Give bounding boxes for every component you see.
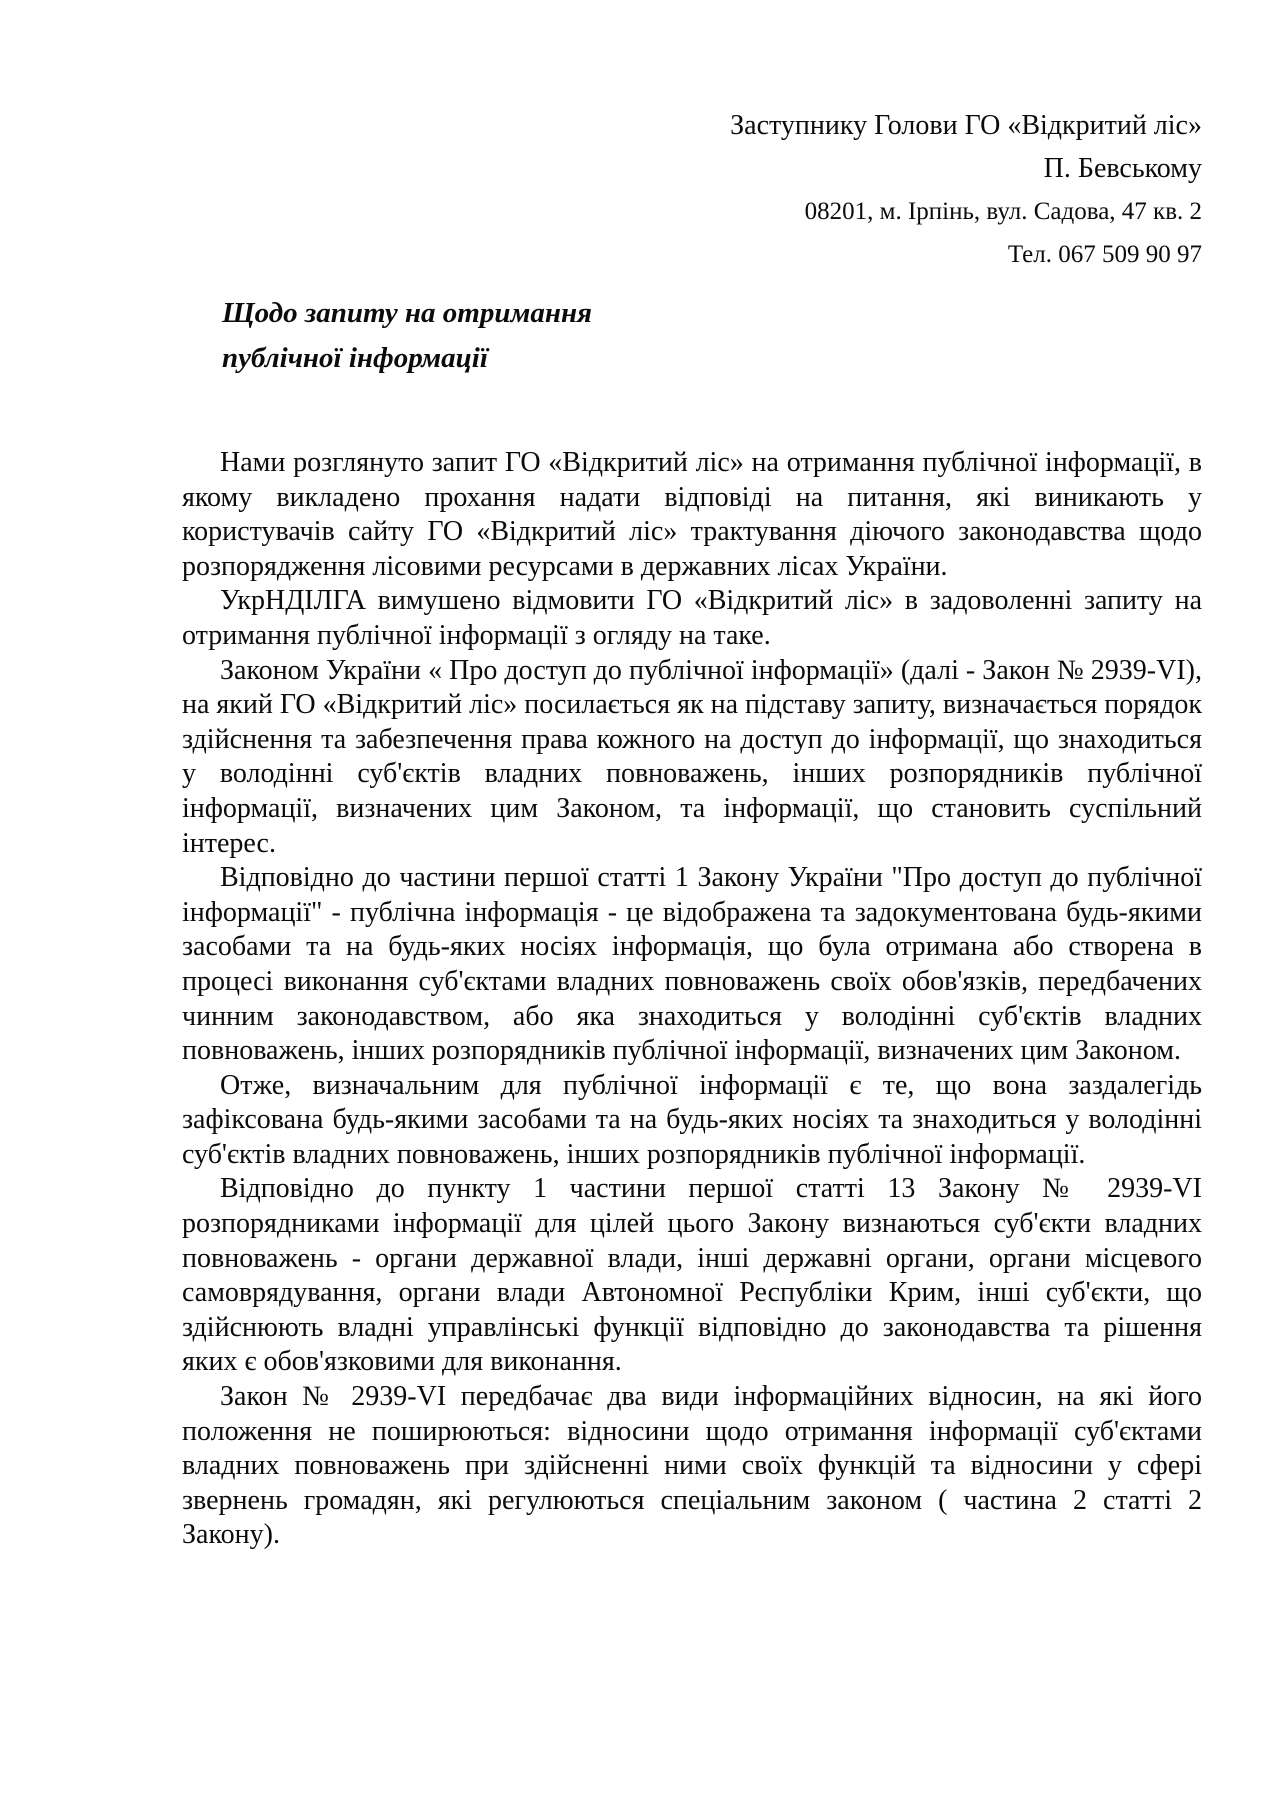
paragraph-5: Отже, визначальним для публічної інформації є те, що вона заздалегідь зафіксована будь-якими засобами та на будь-яких носіях та знаходиться у володінні суб'єктів владних повноважень, інших розпорядників публічної інформації. (182, 1069, 1202, 1170)
recipient-line-address: 08201, м. Ірпінь, вул. Садова, 47 кв. 2 (804, 198, 1202, 225)
letter-body (182, 446, 1202, 1553)
paragraph-4: Відповідно до частини першої статті 1 Закону України "Про доступ до публічної інформації" - публічна інформація - це відображена та задокументована будь-якими засобами та на будь-яких носіях інформація, що була отримана або створена в процесі виконання суб'єктами владних повноважень своїх обов'язків, передбачених чинним законодавством, або яка знаходиться у володінні суб'єктів владних повноважень, інших розпорядників публічної інформації, визначених цим Законом. (182, 862, 1202, 1067)
subject-heading (222, 291, 592, 381)
paragraph-6: Відповідно до пункту 1 частини першої статті 13 Закону № 2939-VI розпорядниками інформації для цілей цього Закону визнаються суб'єкти владних повноважень - органи державної влади, інші державні органи, органи місцевого самоврядування, органи влади Автономної Республіки Крим, інші суб'єкти, що здійснюють владні управлінські функції відповідно до законодавства та рішення яких є обов'язковими для виконання. (182, 1173, 1202, 1378)
paragraph-1: Нами розглянуто запит ГО «Відкритий ліс» на отримання публічної інформації, в якому викладено прохання надати відповіді на питання, які виникають у користувачів сайту ГО «Відкритий ліс» трактування діючого законодавства щодо розпорядження лісовими ресурсами в державних лісах України. (182, 447, 1202, 582)
subject-line-2: публічної інформації (222, 342, 488, 374)
subject-line-1: Щодо запиту на отримання (222, 297, 592, 329)
paragraph-7: Закон № 2939-VI передбачає два види інформаційних відносин, на які його положення не поширюються: відносини щодо отримання інформації суб'єктами владних повноважень при здійсненні ними своїх функцій та відносини у сфері звернень громадян, які регулюються спеціальним законом ( частина 2 статті 2 Закону). (182, 1381, 1202, 1551)
recipient-line-name: П. Бевському (1043, 153, 1202, 184)
paragraph-3: Законом України « Про доступ до публічної інформації» (далі - Закон № 2939-VI), на який ГО «Відкритий ліс» посилається як на підставу запиту, визначається порядок здійснення та забезпечення права кожного на доступ до інформації, що знаходиться у володінні суб'єктів владних повноважень, інших розпорядників публічної інформації, визначених цим Законом, та інформації, що становить суспільний інтерес. (182, 654, 1202, 859)
paragraph-2: УкрНДІЛГА вимушено відмовити ГО «Відкритий ліс» в задоволенні запиту на отримання публічної інформації з огляду на таке. (182, 585, 1202, 651)
recipient-block (730, 104, 1202, 276)
recipient-line-phone: Тел. 067 509 90 97 (1007, 241, 1202, 268)
recipient-line-title: Заступнику Голови ГО «Відкритий ліс» (730, 110, 1202, 141)
